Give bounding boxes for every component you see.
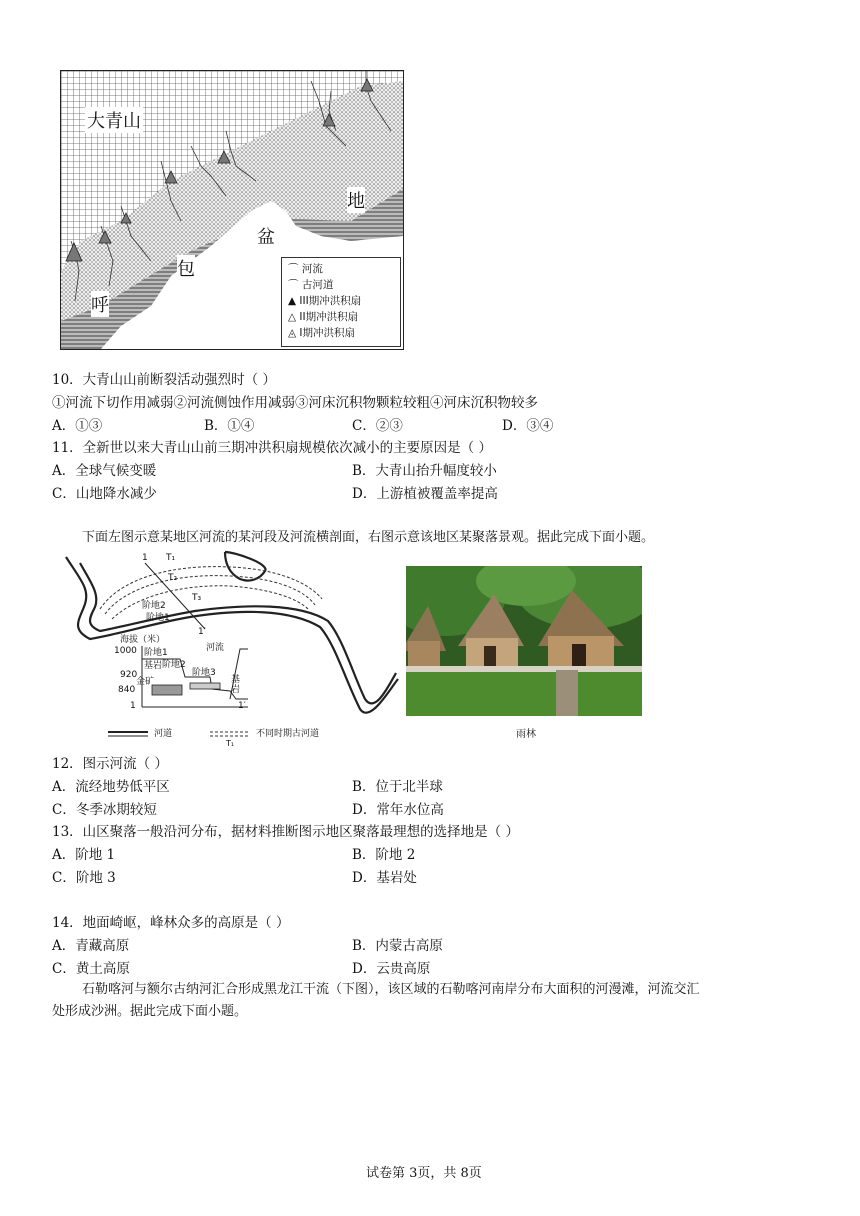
q10-option-c[interactable]: C．②③ <box>352 418 403 434</box>
intro-paragraph-3-line1: 石勒喀河与额尔古纳河汇合形成黑龙江干流（下图），该区域的石勒喀河南岸分布大面积的河漫滩，河流交汇 <box>82 982 700 997</box>
q11-option-b[interactable]: B．大青山抬升幅度较小 <box>352 463 497 479</box>
q12-stem: 12．图示河流（ ） <box>52 756 168 772</box>
label-bedrock-left: 基岩 <box>144 661 163 671</box>
legend-t1-label: T₁ <box>226 739 235 748</box>
q14-option-a[interactable]: A．青藏高原 <box>52 938 130 954</box>
q13-option-b[interactable]: B．阶地 2 <box>352 847 416 863</box>
legend-item-fan2: △ II期冲洪积扇 <box>288 311 359 323</box>
x-label-1prime: 1′ <box>238 701 246 711</box>
intro-paragraph-3-line2: 处形成沙洲。据此完成下面小题。 <box>52 1004 248 1019</box>
q13-option-c[interactable]: C．阶地 3 <box>52 870 116 886</box>
fan1-symbol-icon: ◬ <box>288 327 300 339</box>
label-terrace-top: 阶地2 <box>142 601 166 611</box>
figure-river-section <box>60 549 400 748</box>
rainforest-village-photo <box>406 566 642 716</box>
river-symbol-icon: ⌒ <box>288 263 302 275</box>
elev-tick-840: 840 <box>118 685 136 695</box>
label-di: 地 <box>347 187 365 213</box>
label-terrace-mid: 阶地1 <box>146 613 170 623</box>
legend-old-channel-label: 不同时期古河道 <box>256 729 320 739</box>
label-t2: T₂ <box>168 573 178 583</box>
q13-option-d[interactable]: D．基岩处 <box>352 870 417 886</box>
label-bao: 包 <box>177 255 195 281</box>
q14-option-b[interactable]: B．内蒙古高原 <box>352 938 443 954</box>
q14-option-c[interactable]: C．黄土高原 <box>52 961 130 977</box>
legend-item-fan3: ▲ III期冲洪积扇 <box>288 295 362 307</box>
fan2-symbol-icon: △ <box>288 311 300 323</box>
label-daqingshan: 大青山 <box>85 107 143 133</box>
q13-option-a[interactable]: A．阶地 1 <box>52 847 116 863</box>
legend-item-river: ⌒ 河流 <box>288 263 323 275</box>
river-section-svg <box>60 549 400 741</box>
map1-legend <box>281 257 401 347</box>
q10-option-d[interactable]: D．③④ <box>502 418 554 434</box>
label-jd2: 阶地2 <box>162 660 186 670</box>
rainforest-photo-svg <box>406 566 642 716</box>
figure-daqingshan-map <box>60 70 404 350</box>
q11-option-c[interactable]: C．山地降水减少 <box>52 486 157 502</box>
q11-option-a[interactable]: A．全球气候变暖 <box>52 463 157 479</box>
elevation-axis-title: 海拔（米） <box>120 635 166 645</box>
label-river: 河流 <box>206 643 225 653</box>
label-jd1: 阶地1 <box>144 648 168 658</box>
q10-option-a[interactable]: A．①③ <box>52 418 103 434</box>
legend-channel-label: 河道 <box>154 729 173 739</box>
label-hu: 呼 <box>91 291 109 317</box>
legend-item-fan1: ◬ I期冲洪积扇 <box>288 327 356 339</box>
page-footer: 试卷第 3页，共 8页 <box>366 1166 482 1181</box>
q10-stem: 10．大青山山前断裂活动强烈时（ ） <box>52 372 276 388</box>
label-pen: 盆 <box>257 227 275 248</box>
label-gold: 金矿 <box>136 677 155 687</box>
section-line-label-1prime: 1′ <box>198 627 206 637</box>
elev-tick-1000: 1000 <box>114 646 137 656</box>
label-t3: T₃ <box>192 593 202 603</box>
q14-option-d[interactable]: D．云贵高原 <box>352 961 431 977</box>
label-bedrock-right: 基岩 <box>231 675 241 695</box>
old-channel-symbol-icon: ⌒ <box>288 279 302 291</box>
section-line-label-1: 1 <box>142 553 148 563</box>
q10-statements: ①河流下切作用减弱②河流侧蚀作用减弱③河床沉积物颗粒较粗④河床沉积物较多 <box>52 395 538 411</box>
q11-stem: 11．全新世以来大青山山前三期冲洪积扇规模依次减小的主要原因是（ ） <box>52 440 492 456</box>
q13-stem: 13．山区聚落一般沿河分布，据材料推断图示地区聚落最理想的选择地是（ ） <box>52 824 519 840</box>
fan3-symbol-icon: ▲ <box>288 295 300 307</box>
intro-paragraph-2: 下面左图示意某地区河流的某河段及河流横剖面，右图示意该地区某聚落景观。据此完成下面小题。 <box>82 530 655 545</box>
label-t1: T₁ <box>166 553 176 563</box>
legend-item-old-channel: ⌒ 古河道 <box>288 279 334 291</box>
q10-option-b[interactable]: B．①④ <box>204 418 255 434</box>
label-jd3: 阶地3 <box>192 668 216 678</box>
elev-tick-920: 920 <box>120 670 138 680</box>
q12-option-a[interactable]: A．流经地势低平区 <box>52 779 170 795</box>
q12-option-d[interactable]: D．常年水位高 <box>352 802 444 818</box>
q14-stem: 14．地面崎岖，峰林众多的高原是（ ） <box>52 915 290 931</box>
q11-option-d[interactable]: D．上游植被覆盖率提高 <box>352 486 498 502</box>
x-label-1: 1 <box>130 701 136 711</box>
q12-option-c[interactable]: C．冬季冰期较短 <box>52 802 157 818</box>
q12-option-b[interactable]: B．位于北半球 <box>352 779 443 795</box>
photo-caption: 雨林 <box>516 729 536 740</box>
